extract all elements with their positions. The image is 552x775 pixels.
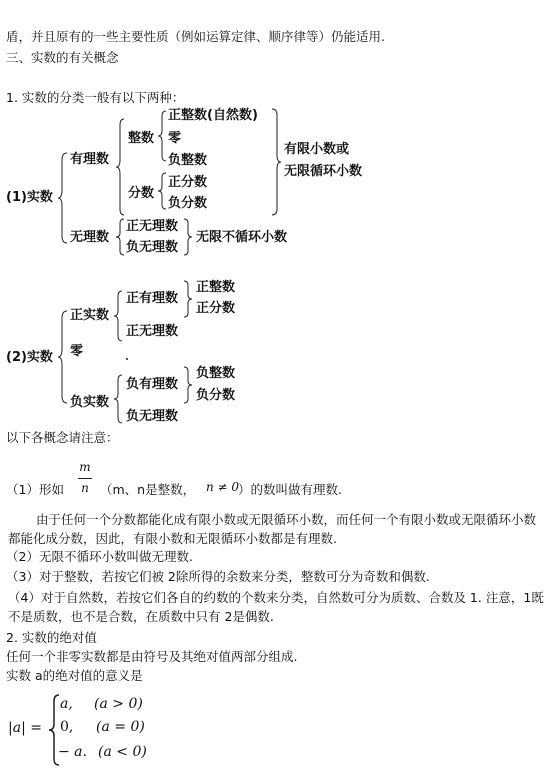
note1-middle: （m、n是整数， <box>100 482 196 497</box>
tree2-neg-real-brace <box>114 374 123 424</box>
fraction-bar <box>78 478 92 479</box>
tree2-zero: 零 <box>70 344 84 359</box>
tree1-neg-frac: 负分数 <box>168 196 208 211</box>
tree2-pos-irr: 正无理数 <box>126 324 179 339</box>
tree1-pos-int: 正整数(自然数) <box>168 108 258 123</box>
case3-condition: (a < 0) <box>98 744 147 760</box>
tree2-label: (2)实数 <box>6 350 53 365</box>
abs-sentence: 任何一个非零实数都是由符号及其绝对值两部分组成. <box>6 649 298 664</box>
dot-mark <box>126 358 128 360</box>
frac-denominator: n <box>81 481 89 495</box>
tree2-neg-int: 负整数 <box>196 366 236 381</box>
tree2-pos-frac: 正分数 <box>196 301 236 316</box>
tree1-nonrepeat-brace <box>184 218 193 256</box>
tree2-neg-frac: 负分数 <box>196 388 236 403</box>
tree2-root-brace <box>58 310 68 404</box>
tree2-neg-irr: 负无理数 <box>126 409 179 424</box>
tree1-neg-irr: 负无理数 <box>126 240 179 255</box>
item1-title: 1. 实数的分类一般有以下两种： <box>6 90 185 105</box>
tree1-fraction: 分数 <box>128 186 155 201</box>
case1-condition: (a > 0) <box>94 696 143 712</box>
frac-numerator: m <box>79 460 91 474</box>
note-4: （4）对于自然数，若按它们各自的约数的个数来分类，自然数可分为质数、合数及 1. 注意，1既不是质数，也不是合数，在质数中只有 2是偶数. <box>8 590 544 624</box>
note1-condition: n ≠ 0 <box>206 480 240 494</box>
formula-lhs: |a| = <box>8 720 42 736</box>
case3-value: − a. <box>58 744 87 760</box>
tree1-irrational-brace <box>116 218 125 256</box>
tree2-pos-rat: 正有理数 <box>126 291 179 306</box>
tree1-nonrepeat: 无限不循环小数 <box>196 230 288 245</box>
tree2-pos-real: 正实数 <box>70 308 110 323</box>
case1-value: a, <box>60 696 73 712</box>
tree1-pos-irr: 正无理数 <box>126 219 179 234</box>
tree1-rational: 有理数 <box>70 152 110 167</box>
tree1-rational-brace <box>116 118 125 216</box>
item2-title: 2. 实数的绝对值 <box>6 630 97 645</box>
tree1-irrational: 无理数 <box>70 230 110 245</box>
case2-value: 0, <box>60 719 74 735</box>
tree2-neg-rat-brace <box>184 366 193 404</box>
note1-prefix: （1）形如 <box>6 482 64 497</box>
tree1-fraction-brace <box>158 172 167 210</box>
tree1-finite-line2: 无限循环小数 <box>284 164 363 179</box>
tree1-zero: 零 <box>168 131 182 146</box>
tree1-neg-int: 负整数 <box>168 153 208 168</box>
tree1-integer-brace <box>158 110 167 162</box>
tree2-neg-rat: 负有理数 <box>126 377 179 392</box>
intro-line: 盾，并且原有的一些主要性质（例如运算定律、顺序律等）仍能适用. <box>6 29 385 44</box>
note1-paragraph: 由于任何一个分数都能化成有限小数或无限循环小数，而任何一个有限小数或无限循环小数都能化成分数，因此，有限小数和无限循环小数都是有理数. <box>8 512 537 546</box>
section3-title: 三、实数的有关概念 <box>6 50 119 65</box>
tree2-pos-rat-brace <box>184 280 193 318</box>
tree2-neg-real: 负实数 <box>70 395 110 410</box>
note-2: （2）无限不循环小数叫做无理数. <box>6 549 193 564</box>
note1-suffix: ）的数叫做有理数. <box>238 482 342 497</box>
tree1-integer: 整数 <box>128 131 155 146</box>
tree1-label: (1)实数 <box>6 190 53 205</box>
notes-title: 以下各概念请注意： <box>6 430 119 445</box>
tree1-pos-frac: 正分数 <box>168 175 208 190</box>
tree2-pos-int: 正整数 <box>196 280 236 295</box>
tree1-finite-line1: 有限小数或 <box>284 142 350 157</box>
tree2-pos-real-brace <box>114 290 123 342</box>
note-3: （3）对于整数，若按它们被 2除所得的余数来分类，整数可分为奇数和偶数. <box>6 569 430 584</box>
tree1-root-brace <box>58 152 68 244</box>
case2-condition: (a = 0) <box>96 719 145 735</box>
abs-meaning: 实数 a的绝对值的意义是 <box>6 668 143 683</box>
tree1-finite-brace <box>272 108 282 216</box>
